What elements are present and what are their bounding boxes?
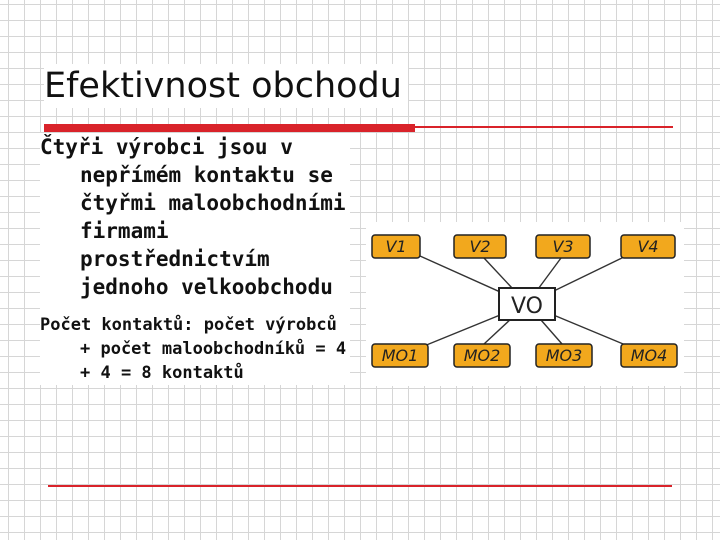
retailer-node-1 (372, 344, 428, 367)
retailer-node-4 (621, 344, 677, 367)
bullet-text-2: Počet kontaktů: počet výrobců + počet maloobchodníků = 4 + 4 = 8 kontaktů (40, 315, 347, 383)
footer-rule (48, 485, 672, 487)
diagram-canvas (366, 222, 684, 386)
producer-node-4 (621, 235, 675, 258)
producer-node-2 (454, 235, 506, 258)
retailer-node-3 (536, 344, 592, 367)
title-underline-thin (415, 126, 673, 128)
producer-node-3 (536, 235, 590, 258)
producer-node-1 (372, 235, 420, 258)
title-underline-thick (44, 124, 415, 132)
slide-body (40, 133, 350, 385)
slide-title: Efektivnost obchodu (44, 64, 408, 108)
retailer-node-2 (454, 344, 510, 367)
distribution-diagram (366, 222, 684, 386)
retailer-label-2: MO2 (463, 346, 501, 365)
retailer-label-3: MO3 (545, 346, 583, 365)
producer-label-4: V4 (637, 237, 659, 256)
wholesaler-label: VO (511, 294, 543, 319)
retailer-label-1: MO1 (381, 346, 419, 365)
retailer-label-4: MO4 (630, 346, 668, 365)
producer-label-3: V3 (552, 237, 574, 256)
producer-label-1: V1 (385, 237, 407, 256)
producer-label-2: V2 (469, 237, 491, 256)
bullet-text-1: Čtyři výrobci jsou v nepřímém kontaktu se čtyřmi maloobchodními firmami prostřednictvím jednoho velkoobchodu (40, 135, 346, 299)
